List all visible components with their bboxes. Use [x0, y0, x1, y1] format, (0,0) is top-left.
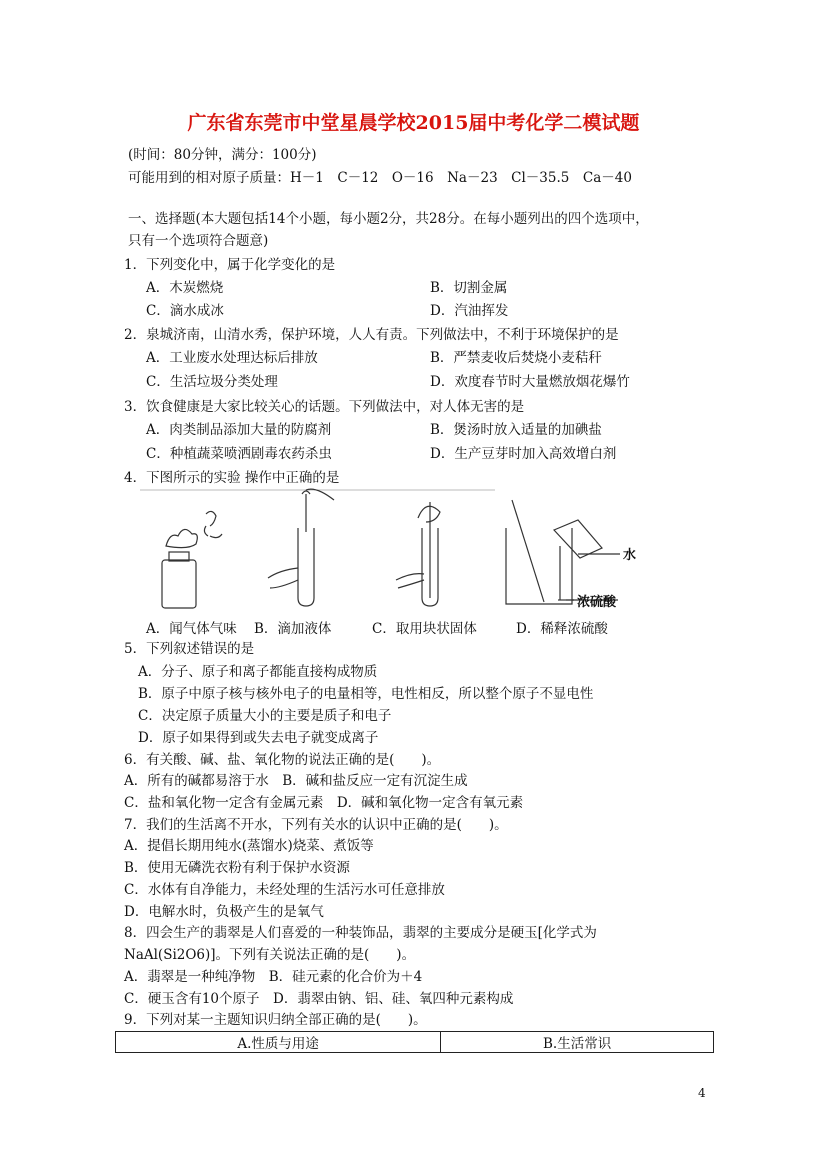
question-5-stem: 5．下列叙述错误的是: [124, 641, 255, 657]
label-water: 水: [623, 548, 637, 563]
question-7-stem: 7．我们的生活离不开水，下列有关水的认识中正确的是( )。: [124, 817, 508, 833]
q1-option-b: B．切割金属: [430, 280, 508, 296]
question-2-stem: 2．泉城济南，山清水秀，保护环境，人人有责。下列做法中，不利于环境保护的是: [124, 327, 619, 343]
q6-options-ab: A．所有的碱都易溶于水 B．碱和盐反应一定有沉淀生成: [124, 773, 468, 789]
question-8-stem-cont: NaAl(Si2O6)]。下列有关说法正确的是( )。: [124, 947, 416, 963]
q4-caption-c: C．取用块状固体: [372, 621, 477, 637]
taking-solid-figure: [396, 502, 440, 606]
q4-caption-d: D．稀释浓硫酸: [516, 621, 608, 637]
q5-option-a: A．分子、原子和离子都能直接构成物质: [138, 664, 378, 680]
q9-table: [115, 1031, 714, 1053]
question-4-stem: 4．下图所示的实验 操作中正确的是: [124, 470, 340, 486]
q9-column-b-header: B.生活常识: [441, 1032, 714, 1053]
q8-options-ab: A．翡翠是一种纯净物 B．硅元素的化合价为＋4: [124, 969, 423, 985]
section-heading: 一、选择题(本大题包括14个小题，每小题2分，共28分。在每小题列出的四个选项中，: [128, 211, 649, 227]
exam-time: (时间：80分钟，满分：100分): [128, 147, 317, 163]
page-title: 广东省东莞市中堂星晨学校2015届中考化学二模试题: [187, 112, 640, 134]
q6-options-cd: C．盐和氧化物一定含有金属元素 D．碱和氧化物一定含有氧元素: [124, 795, 524, 811]
q7-option-a: A．提倡长期用纯水(蒸馏水)烧菜、煮饭等: [124, 838, 374, 854]
q1-option-d: D．汽油挥发: [430, 303, 509, 319]
q2-option-b: B．严禁麦收后焚烧小麦秸秆: [430, 350, 602, 366]
q1-option-a: A．木炭燃烧: [146, 280, 224, 296]
q3-option-c: C．种植蔬菜喷洒剧毒农药杀虫: [146, 446, 332, 462]
q3-option-b: B．煲汤时放入适量的加碘盐: [430, 422, 602, 438]
label-concentrated-acid: 浓硫酸: [577, 595, 617, 610]
q4-caption-b: B．滴加液体: [254, 621, 332, 637]
question-1-stem: 1．下列变化中，属于化学变化的是: [124, 257, 336, 273]
question-3-stem: 3．饮食健康是大家比较关心的话题。下列做法中，对人体无害的是: [124, 399, 525, 415]
q3-option-a: A．肉类制品添加大量的防腐剂: [146, 422, 332, 438]
q4-caption-a: A．闻气体气味: [146, 621, 237, 637]
q8-options-cd: C．硬玉含有10个原子 D．翡翠由钠、铝、硅、氧四种元素构成: [124, 991, 514, 1007]
question-9-stem: 9．下列对某一主题知识归纳全部正确的是( )。: [124, 1012, 427, 1028]
q7-option-d: D．电解水时，负极产生的是氧气: [124, 904, 324, 920]
q2-option-d: D．欢度春节时大量燃放烟花爆竹: [430, 374, 630, 390]
q2-option-c: C．生活垃圾分类处理: [146, 374, 278, 390]
dropping-liquid-figure: [268, 489, 334, 606]
section-heading-cont: 只有一个选项符合题意): [128, 233, 269, 249]
smelling-gas-figure: [162, 511, 222, 608]
question-8-stem: 8．四会生产的翡翠是人们喜爱的一种装饰品，翡翠的主要成分是硬玉[化学式为: [124, 925, 597, 941]
atomic-masses: 可能用到的相对原子质量：H－1 C－12 O－16 Na－23 Cl－35.5 Ca－40: [128, 170, 632, 186]
diluting-acid-figure: [506, 500, 620, 604]
q5-option-b: B．原子中原子核与核外电子的电量相等，电性相反，所以整个原子不显电性: [138, 686, 594, 702]
experiment-figures: [140, 488, 640, 614]
question-6-stem: 6．有关酸、碱、盐、氧化物的说法正确的是( )。: [124, 752, 441, 768]
q9-column-a-header: A.性质与用途: [116, 1032, 441, 1053]
q3-option-d: D．生产豆芽时加入高效增白剂: [430, 446, 617, 462]
q5-option-d: D．原子如果得到或失去电子就变成离子: [138, 730, 379, 746]
q2-option-a: A．工业废水处理达标后排放: [146, 350, 318, 366]
q5-option-c: C．决定原子质量大小的主要是质子和电子: [138, 708, 392, 724]
q7-option-b: B．使用无磷洗衣粉有利于保护水资源: [124, 860, 350, 876]
page-number: 4: [698, 1086, 706, 1100]
q1-option-c: C．滴水成冰: [146, 303, 224, 319]
q7-option-c: C．水体有自净能力，未经处理的生活污水可任意排放: [124, 882, 445, 898]
